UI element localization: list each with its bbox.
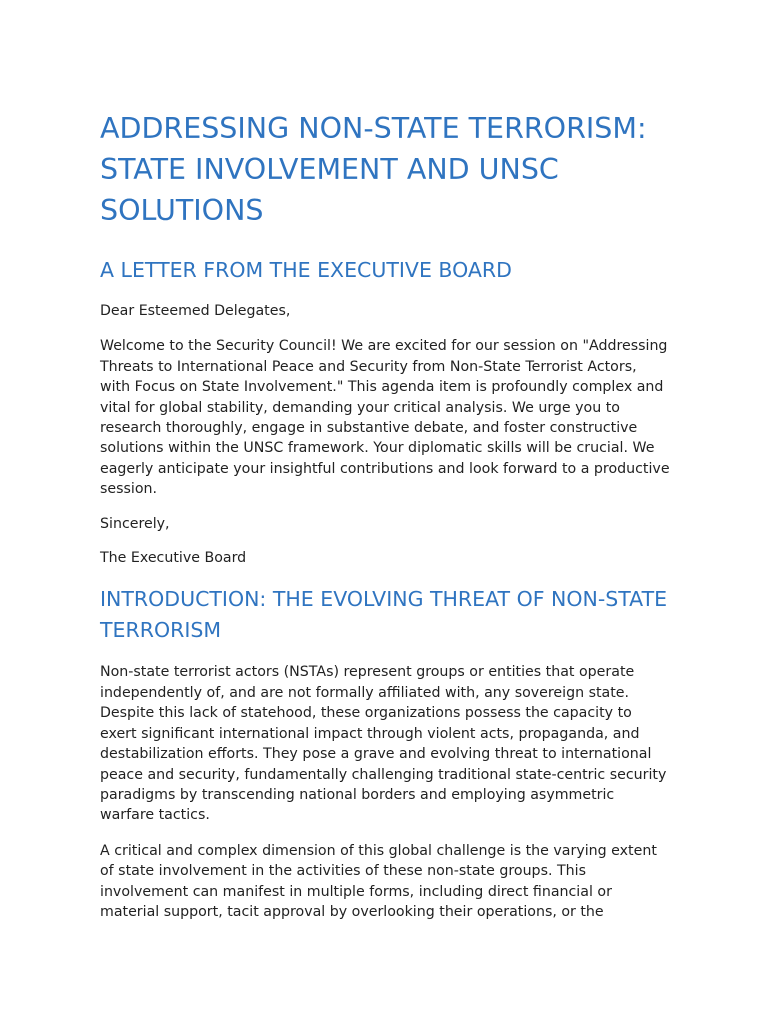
introduction-paragraph: A critical and complex dimension of this global challenge is the varying extent of state involvement in the activities of these non-state groups. This involvement can manifest in multiple forms, including direct financial or material support, tacit approval by overlooking their operations, or the xyxy=(100,842,657,920)
document-title: ADDRESSING NON-STATE TERRORISM: STATE INVOLVEMENT AND UNSC SOLUTIONS xyxy=(100,112,647,227)
letter-signature: The Executive Board xyxy=(100,550,247,567)
document-page xyxy=(100,108,670,922)
introduction-heading: INTRODUCTION: THE EVOLVING THREAT OF NON-STATE TERRORISM xyxy=(100,587,668,642)
letter-salutation: Dear Esteemed Delegates, xyxy=(100,303,291,319)
letter-heading: A LETTER FROM THE EXECUTIVE BOARD xyxy=(100,258,512,282)
introduction-paragraph: Non-state terrorist actors (NSTAs) represent groups or entities that operate independently of, and are not formally affiliated with, any sovereign state. Despite this lack of statehood, these organizations possess the capacity to exert significant international impact through violent acts, propaganda, and destabilization efforts. They pose a grave and evolving threat to international peace and security, fundamentally challenging traditional state-centric security paradigms by transcending national borders and employing asymmetric warfare tactics. xyxy=(100,664,667,824)
letter-body: Welcome to the Security Council! We are excited for our session on "Addressing Threats to International Peace and Security from Non-State Terrorist Actors, with Focus on State Involvement." This agenda item is profoundly complex and vital for global stability, demanding your critical analysis. We urge you to research thoroughly, engage in substantive debate, and foster constructive solutions within the UNSC framework. Your diplomatic skills will be crucial. We eagerly anticipate your insightful contributions and look forward to a productive session. xyxy=(100,338,670,498)
letter-closing: Sincerely, xyxy=(100,515,170,532)
